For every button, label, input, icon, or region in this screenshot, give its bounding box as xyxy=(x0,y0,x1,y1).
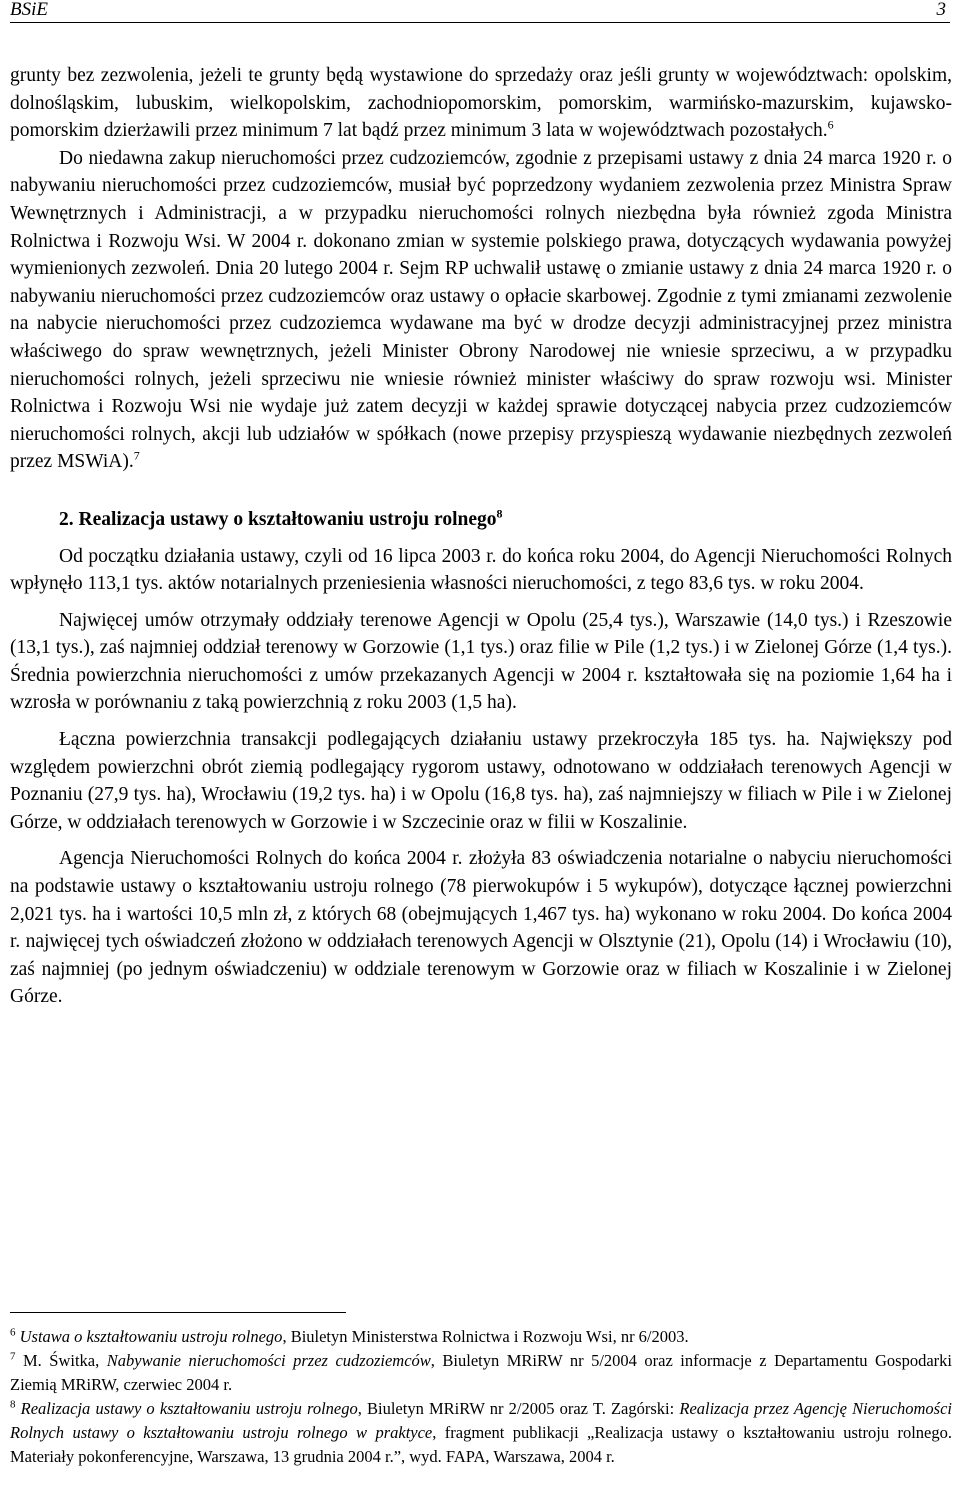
footnote-text: , Biuletyn Ministerstwa Rolnictwa i Rozwoju Wsi, nr 6/2003. xyxy=(282,1327,689,1346)
document-body xyxy=(10,62,952,1011)
footnote-number: 6 xyxy=(10,1326,16,1339)
footnote-divider xyxy=(10,1312,346,1313)
footnote-text: , fragment publikacji „Realizacja ustawy o kształtowaniu ustroju rolnego. Materiały pokonferencyjne, Warszawa, 13 grudnia 2004 r.”, wyd. FAPA, Warszawa, 2004 r. xyxy=(10,1423,952,1466)
footnote-number: 8 xyxy=(10,1398,16,1411)
header-title: BSiE xyxy=(10,0,48,20)
footnote-text: , Biuletyn MRiRW nr 5/2004 oraz informacje z Departamentu Gospodarki Ziemią MRiRW, czerwiec 2004 r. xyxy=(10,1351,953,1394)
footnote-number: 7 xyxy=(10,1350,16,1363)
page-number: 3 xyxy=(936,0,946,20)
paragraph: Łączna powierzchnia transakcji podlegających działaniu ustawy przekroczyła 185 tys. ha. Największy pod względem powierzchni obrót ziemią podlegający rygorom ustawy, odnotowano w oddziałach terenowych Agencji w Poznaniu (27,9 tys. ha), Wrocławiu (19,2 tys. ha) i w Opolu (16,8 tys. ha), zaś najmniejszy w filiach w Pile i w Zielonej Górze, w oddziałach terenowych w Gorzowie i w Szczecinie oraz w filii w Koszalinie. xyxy=(10,729,952,833)
footnote-author: M. Świtka, xyxy=(23,1351,107,1370)
footnote-ref[interactable]: 6 xyxy=(827,117,834,132)
paragraph xyxy=(10,145,952,476)
paragraph: Od początku działania ustawy, czyli od 16 lipca 2003 r. do końca roku 2004, do Agencji Nieruchomości Rolnych wpłynęło 113,1 tys. aktów notarialnych przeniesienia własności nieruchomości, z tego 83,6 tys. w roku 2004. xyxy=(10,545,952,595)
footnote-ref[interactable]: 7 xyxy=(133,448,140,463)
footnote-8 xyxy=(10,1397,952,1469)
section-heading xyxy=(10,506,952,534)
paragraph-text: grunty bez zezwolenia, jeżeli te grunty będą wystawione do sprzedaży oraz jeśli grunty w województwach: opolskim, dolnośląskim, lubuskim, wielkopolskim, zachodniopomorskim, pomorskim, warmińsko-mazurskim, kujawsko-pomorskim dzierżawili przez minimum 7 lat bądź przez minimum 3 lata w województwach pozostałych. xyxy=(10,65,952,142)
footnote-title: Ustawa o kształtowaniu ustroju rolnego xyxy=(19,1327,283,1346)
footnote-title: Nabywanie nieruchomości przez cudzoziemców xyxy=(106,1351,431,1370)
paragraph: Agencja Nieruchomości Rolnych do końca 2004 r. złożyła 83 oświadczenia notarialne o nabyciu nieruchomości na podstawie ustawy o kształtowaniu ustroju rolnego (78 pierwokupów i 5 wykupów), dotyczące łącznej powierzchni 2,021 tys. ha i wartości 10,5 mln zł, z których 68 (obejmujących 1,467 tys. ha) wykonano w roku 2004. Do końca 2004 r. najwięcej tych oświadczeń złożono w oddziałach terenowych Agencji w Olsztynie (21), Opolu (14) i Wrocławiu (10), zaś najmniej (po jednym oświadczeniu) w oddziale terenowym w Gorzowie oraz w filiach w Koszalinie i w Zielonej Górze. xyxy=(10,848,952,1008)
footnote-6 xyxy=(10,1325,952,1349)
footnote-7 xyxy=(10,1349,952,1397)
footnote-text: , Biuletyn MRiRW nr 2/2005 oraz T. Zagórski: xyxy=(357,1399,680,1418)
page-header xyxy=(10,0,950,23)
footnote-ref[interactable]: 8 xyxy=(496,506,503,521)
paragraph-text: Do niedawna zakup nieruchomości przez cudzoziemców, zgodnie z przepisami ustawy z dnia 24 marca 1920 r. o nabywaniu nieruchomości przez cudzoziemców, musiał być poprzedzony wydaniem zezwolenia przez Ministra Spraw Wewnętrznych i Administracji, a w przypadku nieruchomości rolnych niezbędna była również zgoda Ministra Rolnictwa i Rozwoju Wsi. W 2004 r. dokonano zmian w systemie polskiego prawa, dotyczących wydawania powyżej wymienionych zezwoleń. Dnia 20 lutego 2004 r. Sejm RP uchwalił ustawę o zmianie ustawy z dnia 24 marca 1920 r. o nabywaniu nieruchomości przez cudzoziemców oraz ustawy o opłacie skarbowej. Zgodnie z tymi zmianami zezwolenie na nabycie nieruchomości przez cudzoziemca wydawane ma być w drodze decyzji administracyjnej przez ministra właściwego do spraw wewnętrznych, jeżeli Minister Obrony Narodowej nie wniesie sprzeciwu, a w przypadku nieruchomości rolnych, jeżeli sprzeciwu nie wniesie również minister właściwy do spraw rozwoju wsi. Minister Rolnictwa i Rozwoju Wsi nie wydaje już zatem decyzji w każdej sprawie dotyczącej nabycia przez cudzoziemców nieruchomości rolnych, akcji lub udziałów w spółkach (nowe przepisy przyspieszą wydawanie niezbędnych zezwoleń przez MSWiA). xyxy=(10,147,952,473)
footnotes xyxy=(10,1325,952,1469)
paragraph xyxy=(10,62,952,145)
paragraph: Najwięcej umów otrzymały oddziały terenowe Agencji w Opolu (25,4 tys.), Warszawie (14,0 tys.) i Rzeszowie (13,1 tys.), zaś najmniej oddział terenowy w Gorzowie (1,1 tys.) oraz filie w Pile (1,2 tys.) i w Zielonej Górze (1,4 tys.). Średnia powierzchnia nieruchomości z umów przekazanych Agencji w 2004 r. kształtowała się na poziomie 1,64 ha i wzrosła w porównaniu z taką powierzchnią z roku 2003 (1,5 ha). xyxy=(10,609,952,714)
section-heading-text: 2. Realizacja ustawy o kształtowaniu ustroju rolnego xyxy=(59,508,497,530)
footnote-title: Realizacja ustawy o kształtowaniu ustroju rolnego xyxy=(20,1399,358,1418)
footnote-title: Realizacja przez Agencję Nieruchomości Rolnych ustawy o kształtowaniu ustroju rolnego w praktyce xyxy=(10,1399,953,1442)
